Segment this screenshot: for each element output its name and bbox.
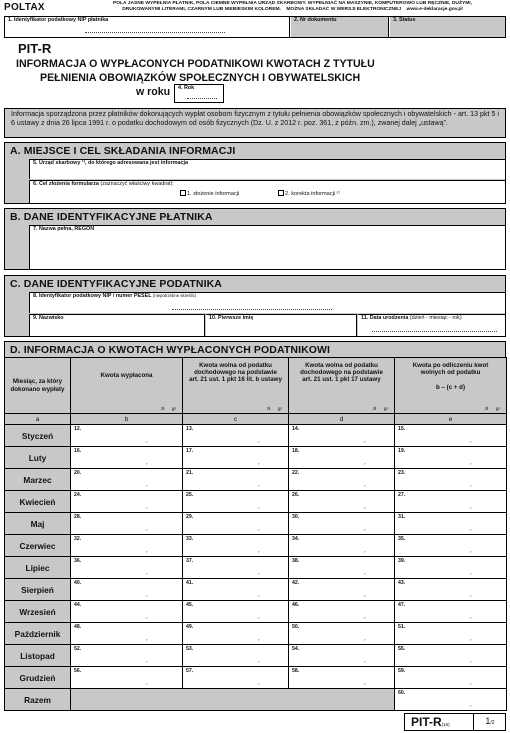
amount-field[interactable]: 25. , — [183, 491, 289, 513]
field-number: 18. — [292, 448, 300, 454]
section-d-header — [4, 341, 506, 357]
amount-field[interactable]: 16. , — [71, 447, 183, 469]
field-number: 35. — [398, 536, 406, 542]
field-number: 20. — [74, 470, 82, 476]
amount-field[interactable]: 22. , — [289, 469, 395, 491]
field-nip-pesel[interactable] — [29, 292, 505, 313]
field-number: 19. — [398, 448, 406, 454]
option-1-label: 1. złożenie informacji — [187, 191, 240, 197]
field-nr-dokumentu — [291, 17, 389, 37]
field-number: 55. — [398, 646, 406, 652]
field-nip-platnika[interactable] — [5, 17, 290, 37]
letter-a: a — [5, 414, 71, 425]
field-8-label: 8. Identyfikator podatkowy NIP / numer PESEL — [33, 293, 152, 299]
section-b-title: B. DANE IDENTYFIKACYJNE PŁATNIKA — [10, 211, 213, 223]
top-fields-row — [4, 16, 506, 38]
amount-field[interactable]: 43. , — [395, 579, 507, 601]
intro-text: Informacja sporządzona przez płatników dokonujących wypłat osobom fizycznym z tytułu pełnienia obowiązków społecznych i obywatelskich - art. 13 pkt 5 i 6 ustawy z dnia 26 lipca 1991 r. o podatku dochodowym od osób fizycznych (Dz. U. z 2012 r. poz. 361, z późn. zm.), zwanej dalej „ustawą”. — [4, 108, 506, 138]
amount-field[interactable]: 18. , — [289, 447, 395, 469]
field-number: 24. — [74, 492, 82, 498]
col-month-header: Miesiąc, za który dokonano wypłaty — [5, 358, 71, 414]
month-label: Marzec — [5, 469, 71, 491]
total-grey-area — [71, 689, 395, 711]
field-number: 30. — [292, 514, 300, 520]
table-row — [5, 513, 507, 535]
field-5-label: 5. Urząd skarbowy ¹⁾, do którego adresowana jest informacja — [33, 160, 189, 166]
month-label: Grudzień — [5, 667, 71, 689]
amount-field[interactable]: 39. , — [395, 557, 507, 579]
amount-field[interactable]: 55. , — [395, 645, 507, 667]
amount-field[interactable]: 48. , — [71, 623, 183, 645]
field-number: 54. — [292, 646, 300, 652]
amount-field[interactable]: 12. , — [71, 425, 183, 447]
letter-e: e — [395, 414, 507, 425]
amount-field[interactable]: 54. , — [289, 645, 395, 667]
month-label: Kwiecień — [5, 491, 71, 513]
w-roku-label: w roku — [136, 86, 171, 98]
amount-field[interactable]: 14. , — [289, 425, 395, 447]
field-2-label: 2. Nr dokumentu — [294, 17, 337, 23]
amount-field[interactable]: 38. , — [289, 557, 395, 579]
month-label: Maj — [5, 513, 71, 535]
option-zlozenie[interactable] — [180, 190, 239, 197]
col-e-formula: b – (c + d) — [435, 384, 466, 391]
field-number: 17. — [186, 448, 194, 454]
field-number: 45. — [186, 602, 194, 608]
field-nazwa-pelna[interactable] — [29, 225, 505, 269]
amount-field[interactable]: 59. , — [395, 667, 507, 689]
field-11-hint: (dzień - miesiąc - rok) — [409, 315, 462, 321]
table-row — [5, 557, 507, 579]
field-number: 56. — [74, 668, 82, 674]
amount-field[interactable]: 31. , — [395, 513, 507, 535]
field-number: 60. — [398, 690, 406, 696]
section-b — [4, 208, 506, 270]
amount-field[interactable]: 57. , — [183, 667, 289, 689]
total-amount-field[interactable]: 60. , — [395, 689, 507, 711]
amount-field[interactable]: 56. , — [71, 667, 183, 689]
option-2-label: 2. korekta informacji ²⁾ — [285, 191, 340, 197]
field-number: 40. — [74, 580, 82, 586]
table-row — [5, 579, 507, 601]
amount-field[interactable]: 36. , — [71, 557, 183, 579]
section-d-title: D. INFORMACJA O KWOTACH WYPŁACONYCH PODATNIKOWI — [10, 344, 331, 356]
field-10-label: 10. Pierwsze imię — [209, 315, 254, 321]
letter-c: c — [183, 414, 289, 425]
amount-field[interactable]: 35. , — [395, 535, 507, 557]
total-row — [5, 689, 507, 711]
amounts-table — [4, 357, 507, 711]
amount-field[interactable]: 13. , — [183, 425, 289, 447]
form-title-line1: INFORMACJA O WYPŁACONYCH PODATNIKOWI KWOTACH Z TYTUŁU — [16, 58, 375, 70]
month-label: Listopad — [5, 645, 71, 667]
field-3-label: 3. Status — [393, 17, 416, 23]
letter-d: d — [289, 414, 395, 425]
amount-field[interactable]: 45. , — [183, 601, 289, 623]
amount-field[interactable]: 21. , — [183, 469, 289, 491]
table-row — [5, 601, 507, 623]
letters-row — [5, 414, 507, 425]
amount-field[interactable]: 37. , — [183, 557, 289, 579]
month-label: Luty — [5, 447, 71, 469]
field-rok[interactable] — [174, 84, 224, 103]
month-label: Czerwiec — [5, 535, 71, 557]
footer-version: (16) — [441, 722, 450, 727]
field-number: 43. — [398, 580, 406, 586]
field-number: 36. — [74, 558, 82, 564]
field-number: 28. — [74, 514, 82, 520]
option-korekta[interactable] — [278, 190, 340, 197]
brand-logo: POLTAX — [4, 2, 45, 13]
amount-field[interactable]: 47. , — [395, 601, 507, 623]
field-number: 31. — [398, 514, 406, 520]
section-a-title: A. MIEJSCE I CEL SKŁADANIA INFORMACJI — [10, 145, 236, 157]
month-label: Wrzesień — [5, 601, 71, 623]
field-7-label: 7. Nazwa pełna, REGON — [33, 226, 95, 232]
amount-field[interactable]: 49. , — [183, 623, 289, 645]
instruction-line1: POLA JASNE WYPEŁNIA PŁATNIK, POLA CIEMNE WYPEŁNIA URZĄD SKARBOWY. WYPEŁNIAĆ NA MASZYNIE, KOMPUTEROWO LUB RĘCZNIE, DUŻYMI, — [112, 1, 472, 6]
instruction-url: www.e-deklaracje.gov.pl — [406, 7, 463, 13]
amount-field[interactable]: 46. , — [289, 601, 395, 623]
amount-field[interactable]: 51. , — [395, 623, 507, 645]
amount-field[interactable]: 27. , — [395, 491, 507, 513]
field-number: 44. — [74, 602, 82, 608]
fill-instructions — [80, 1, 505, 13]
field-number: 22. — [292, 470, 300, 476]
field-urzad-skarbowy[interactable] — [29, 159, 505, 179]
amount-field[interactable]: 28. , — [71, 513, 183, 535]
field-number: 49. — [186, 624, 194, 630]
form-code: PIT-R — [18, 41, 52, 56]
field-number: 25. — [186, 492, 194, 498]
col-c-header: Kwota wolna od podatku dochodowego na podstawie art. 21 ust. 1 pkt 16 lit. b ustawy zł gr — [183, 358, 289, 414]
field-number: 57. — [186, 668, 194, 674]
field-number: 29. — [186, 514, 194, 520]
field-cel-zlozenia — [29, 180, 505, 203]
field-number: 23. — [398, 470, 406, 476]
table-header-row — [5, 358, 507, 414]
month-label: Styczeń — [5, 425, 71, 447]
table-row — [5, 469, 507, 491]
amount-field[interactable]: 34. , — [289, 535, 395, 557]
amount-field[interactable]: 23. , — [395, 469, 507, 491]
field-status — [390, 17, 505, 37]
field-number: 52. — [74, 646, 82, 652]
field-number: 53. — [186, 646, 194, 652]
field-number: 32. — [74, 536, 82, 542]
table-row — [5, 535, 507, 557]
field-number: 13. — [186, 426, 194, 432]
field-number: 15. — [398, 426, 406, 432]
field-number: 50. — [292, 624, 300, 630]
section-a — [4, 142, 506, 204]
field-nazwisko[interactable] — [29, 314, 205, 336]
amount-field[interactable]: 50. , — [289, 623, 395, 645]
instruction-line2: DRUKOWANYMI LITERAMI, CZARNYM LUB NIEBIESKIM KOLOREM. — [122, 7, 281, 13]
amount-field[interactable]: 30. , — [289, 513, 395, 535]
col-e-header: Kwota po odliczeniu kwot wolnych od podatku b – (c + d) zł gr — [395, 358, 507, 414]
footer-code: PIT-R — [411, 715, 442, 729]
amount-field[interactable]: 32. , — [71, 535, 183, 557]
field-9-label: 9. Nazwisko — [33, 315, 64, 321]
table-row — [5, 447, 507, 469]
letter-b: b — [71, 414, 183, 425]
amount-field[interactable]: 20. , — [71, 469, 183, 491]
field-number: 12. — [74, 426, 82, 432]
field-6-hint: (zaznaczyć właściwy kwadrat): — [100, 181, 174, 187]
table-row — [5, 645, 507, 667]
amount-field[interactable]: 44. , — [71, 601, 183, 623]
amount-field[interactable]: 17. , — [183, 447, 289, 469]
field-number: 27. — [398, 492, 406, 498]
table-row — [5, 491, 507, 513]
amount-field[interactable]: 52. , — [71, 645, 183, 667]
amount-field[interactable]: 58. , — [289, 667, 395, 689]
month-label: Lipiec — [5, 557, 71, 579]
table-row — [5, 667, 507, 689]
form-title-line2: PEŁNIENIA OBOWIĄZKÓW SPOŁECZNYCH I OBYWATELSKICH — [40, 72, 361, 84]
field-number: 14. — [292, 426, 300, 432]
month-label: Sierpień — [5, 579, 71, 601]
month-label: Październik — [5, 623, 71, 645]
footer-pages: /2 — [490, 720, 495, 726]
field-number: 37. — [186, 558, 194, 564]
field-pierwsze-imie[interactable] — [206, 314, 357, 336]
field-number: 38. — [292, 558, 300, 564]
amount-field[interactable]: 24. , — [71, 491, 183, 513]
footer-form-id — [404, 713, 506, 731]
field-1-label: 1. Identyfikator podatkowy NIP płatnika — [8, 17, 109, 23]
table-row — [5, 425, 507, 447]
section-c — [4, 275, 506, 337]
section-c-title: C. DANE IDENTYFIKACYJNE PODATNIKA — [10, 278, 222, 290]
amount-field[interactable]: 41. , — [183, 579, 289, 601]
field-number: 47. — [398, 602, 406, 608]
field-number: 21. — [186, 470, 194, 476]
field-number: 51. — [398, 624, 406, 630]
field-number: 39. — [398, 558, 406, 564]
field-number: 48. — [74, 624, 82, 630]
amount-field[interactable]: 53. , — [183, 645, 289, 667]
instruction-online: MOŻNA SKŁADAĆ W WERSJI ELEKTRONICZNEJ — [286, 7, 402, 13]
col-d-header: Kwota wolna od podatku dochodowego na podstawie art. 21 ust. 1 pkt 17 ustawy zł gr — [289, 358, 395, 414]
field-6-label: 6. Cel złożenia formularza — [33, 181, 99, 187]
field-data-urodzenia[interactable] — [358, 314, 505, 336]
amount-field[interactable]: 33. , — [183, 535, 289, 557]
field-11-label: 11. Data urodzenia — [361, 315, 409, 321]
amount-field[interactable]: 26. , — [289, 491, 395, 513]
footer-page: 1 — [485, 716, 491, 726]
amount-field[interactable]: 19. , — [395, 447, 507, 469]
field-number: 59. — [398, 668, 406, 674]
field-number: 41. — [186, 580, 194, 586]
total-label: Razem — [5, 689, 71, 711]
field-number: 26. — [292, 492, 300, 498]
checkbox-icon[interactable] — [180, 190, 186, 196]
field-number: 42. — [292, 580, 300, 586]
field-number: 58. — [292, 668, 300, 674]
amount-field[interactable]: 29. , — [183, 513, 289, 535]
amount-field[interactable]: 40. , — [71, 579, 183, 601]
table-row — [5, 623, 507, 645]
field-number: 33. — [186, 536, 194, 542]
field-number: 46. — [292, 602, 300, 608]
field-number: 16. — [74, 448, 82, 454]
col-b-header: Kwota wypłacona zł gr — [71, 358, 183, 414]
amount-field[interactable]: 15. , — [395, 425, 507, 447]
field-8-hint: (niepotrzebne skreślić) — [152, 293, 197, 298]
field-4-label: 4. Rok — [178, 85, 195, 91]
checkbox-icon[interactable] — [278, 190, 284, 196]
field-number: 34. — [292, 536, 300, 542]
amount-field[interactable]: 42. , — [289, 579, 395, 601]
